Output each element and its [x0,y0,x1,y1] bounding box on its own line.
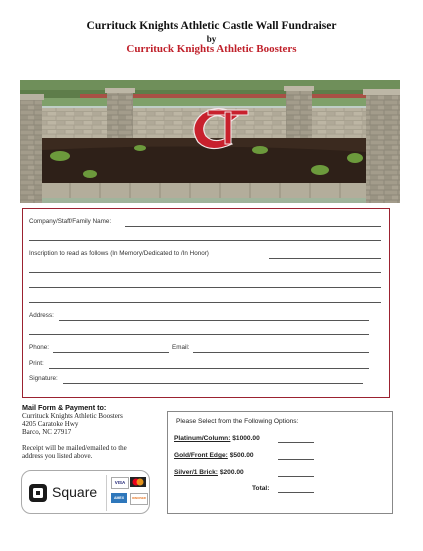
company-field[interactable] [125,226,381,227]
option-silver[interactable]: Silver/1 Brick: $200.00 [174,469,244,476]
total-field[interactable] [278,492,314,493]
address-field[interactable] [59,320,369,321]
inscription-line-2[interactable] [29,272,381,273]
title-org: Currituck Knights Athletic Boosters [126,43,297,55]
square-brand: Square [52,484,98,500]
phone-label: Phone: [29,344,49,351]
option-silver-qty[interactable] [278,476,314,477]
mail-org: Currituck Knights Athletic Boosters [22,412,123,420]
page-title: Currituck Knights Athletic Castle Wall Fundraiser [86,20,337,32]
inscription-label: Inscription to read as follows (In Memory/Dedicated to /In Honor) [29,250,209,257]
castle-wall-photo [20,80,400,203]
amex-card-icon: AMEX [111,493,127,503]
square-logo-icon [28,483,48,503]
mail-street: 4205 Caratoke Hwy [22,420,79,428]
address-label: Address: [29,312,54,319]
mastercard-icon [130,477,146,487]
company-label: Company/Staff/Family Name: [29,218,112,225]
total-label: Total: [252,485,270,492]
discover-card-icon: DISCOVER [130,493,148,505]
phone-field[interactable] [53,352,169,353]
signature-label: Signature: [29,375,58,382]
company-field-line-2[interactable] [29,240,381,241]
options-heading: Please Select from the Following Options: [176,418,299,425]
print-label: Print: [29,360,44,367]
print-field[interactable] [49,368,369,369]
inscription-field[interactable] [269,258,381,259]
inscription-line-3[interactable] [29,287,381,288]
receipt-note-2: address you listed above. [22,452,93,460]
signature-field[interactable] [63,383,363,384]
order-form [22,208,390,398]
option-gold[interactable]: Gold/Front Edge: $500.00 [174,452,254,459]
email-field[interactable] [193,352,369,353]
title-by: by [206,34,217,44]
visa-card-icon: VISA [111,477,129,489]
option-platinum-qty[interactable] [278,442,314,443]
receipt-note-1: Receipt will be mailed/emailed to the [22,444,127,452]
square-payment-badge [21,470,150,514]
options-box [167,411,393,514]
option-platinum[interactable]: Platinum/Column: $1000.00 [174,435,260,442]
address-line-2[interactable] [29,334,369,335]
email-label: Email: [172,344,190,351]
mail-city: Barco, NC 27917 [22,428,72,436]
inscription-line-4[interactable] [29,302,381,303]
mail-title: Mail Form & Payment to: [22,403,107,412]
option-gold-qty[interactable] [278,459,314,460]
